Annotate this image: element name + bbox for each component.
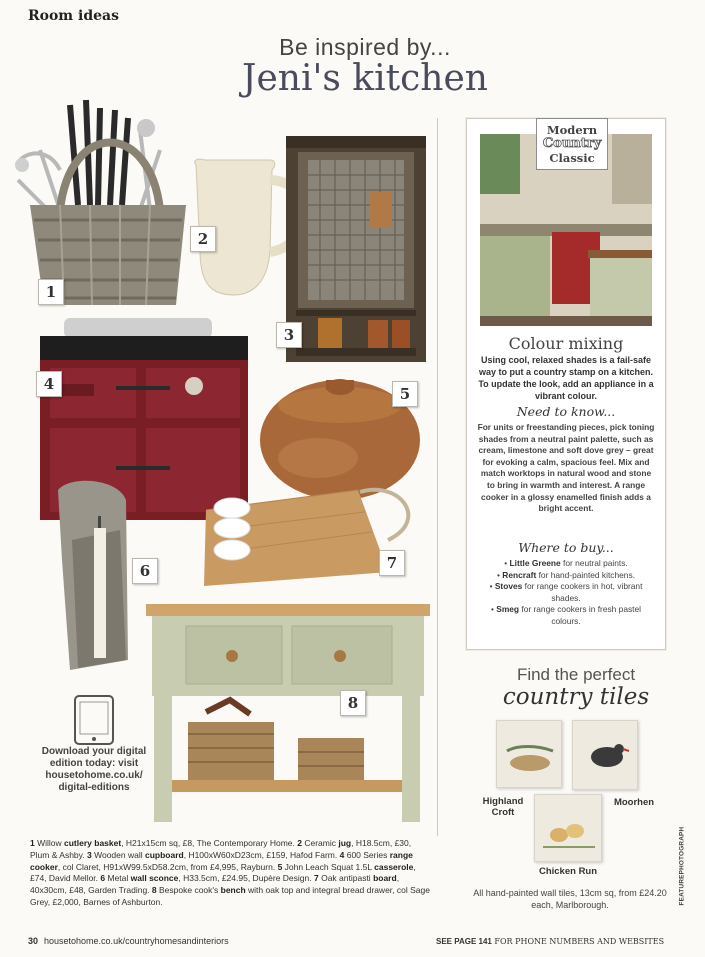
item-number-3: 3 [276, 322, 302, 348]
footer-right: SEE PAGE 141 FOR PHONE NUMBERS AND WEBSITES [436, 937, 665, 946]
badge-line-1: Modern [546, 123, 598, 137]
badge-line-3: Classic [549, 151, 595, 165]
moorhen-label: Moorhen [613, 797, 655, 808]
chicken-run-label: Chicken Run [538, 866, 598, 877]
chicken-run-tile [534, 794, 602, 862]
moorhen-tile [572, 720, 638, 790]
panel-title: Colour mixing [508, 334, 624, 353]
antipasti-board-image [204, 490, 408, 586]
cooks-bench-image [146, 604, 430, 822]
tiles-heading-2: country tiles [502, 684, 650, 710]
list-item: • Stoves for range cookers in hot, vibrant shades. [489, 581, 643, 603]
item-number-8: 8 [340, 690, 366, 716]
item-number-4: 4 [36, 371, 62, 397]
wall-sconce-image [58, 481, 128, 670]
cutlery-basket-image [15, 100, 186, 305]
tiles-caption: All hand-painted wall tiles, 13cm sq, from £24.20 each, Marlborough. [473, 888, 667, 910]
highland-croft-tile [496, 720, 562, 788]
caption-3: 3 Wooden wall cupboard, H100xW60xD23cm, £159, Hafod Farm. [87, 849, 340, 860]
panel-intro: Using cool, relaxed shades is a fail-safe way to put a country stamp on a kitchen. To update the look, add an appliance in a vibrant colour. [478, 355, 654, 401]
highland-croft-label: Highland Croft [482, 796, 524, 818]
photo-credit: FEATURE PHOTOGRAPH [678, 826, 686, 906]
caption-7: 7 Oak antipasti board, 40x30cm, £48, Garden Trading. [30, 873, 400, 896]
footer-left [28, 936, 229, 946]
column-divider [437, 118, 438, 836]
page-number: 30 [28, 936, 39, 946]
need-to-know-heading: Need to know... [516, 404, 616, 419]
tablet-icon [75, 696, 113, 744]
wall-cupboard-image [286, 136, 426, 362]
caption-6: 6 Metal wall sconce, H33.5cm, £24.95, Dupère Design. [100, 873, 314, 884]
need-to-know-body: For units or freestanding pieces, pick toning shades from a neutral paint palette, such as cream, limestone and soft dove grey – great for evoking a calm, spacious feel. Mix and match worktops in natural wood and stone to bring in warmth and interest. A range cooker in a glossy enamelled finish adds a bright accent. [477, 422, 655, 514]
list-item: • Rencraft for hand-painted kitchens. [497, 569, 635, 580]
section-label: Room ideas [28, 8, 119, 24]
item-number-1: 1 [38, 279, 64, 305]
item-number-6: 6 [132, 558, 158, 584]
tiles-heading-1: Find the perfect [516, 665, 636, 684]
caption-4: 4 600 Series range cooker, col Claret, H91xW99.5xD58.2cm, from £4,995, Rayburn. [30, 849, 413, 872]
kicker: Be inspired by... [279, 34, 451, 60]
caption-2: 2 Ceramic jug, H18.5cm, £30, Plum & Ashby. [30, 838, 412, 860]
list-item: • Smeg for range cookers in fresh pastel colours. [490, 604, 642, 626]
item-number-5: 5 [392, 381, 418, 407]
caption-1: 1 Willow cutlery basket, H21x15cm sq, £8, The Contemporary Home. [30, 838, 298, 848]
download-promo: Download your digital edition today: visit housetohome.co.uk/ digital-editions [41, 746, 147, 793]
footer-url: housetohome.co.uk/countryhomesandinteriors [44, 936, 229, 946]
badge-line-2: Country [542, 136, 602, 151]
modern-country-badge [536, 118, 608, 170]
where-to-buy-heading: Where to buy... [518, 540, 614, 555]
list-item: • Little Greene for neutral paints. [504, 558, 628, 568]
page-title: Jeni's kitchen [242, 58, 488, 99]
product-captions [30, 838, 432, 909]
caption-8: 8 Bespoke cook's bench with oak top and integral bread drawer, col Sage Grey, £2,000, Barnes of Ashburton. [30, 885, 430, 907]
where-to-buy-list [478, 558, 654, 628]
item-number-2: 2 [190, 226, 216, 252]
item-number-7: 7 [379, 550, 405, 576]
caption-5: 5 John Leach Squat 1.5L casserole, £74, David Mellor. [30, 861, 416, 884]
